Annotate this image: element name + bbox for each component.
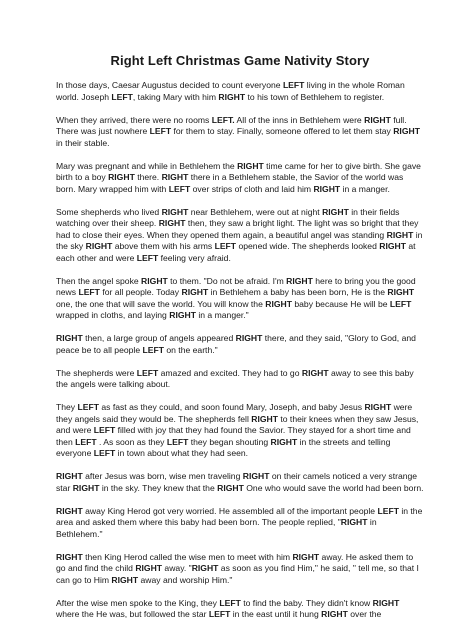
story-paragraph	[56, 471, 424, 494]
direction-word: RIGHT	[217, 482, 244, 493]
text-run: here to bring you the good news	[56, 275, 416, 297]
direction-word: RIGHT	[141, 275, 168, 286]
text-run: Mary was pregnant and while in Bethlehem the	[56, 160, 238, 171]
direction-word: RIGHT	[292, 551, 320, 562]
text-run: in the sky. They knew that the	[99, 482, 218, 493]
text-run: near Bethlehem, were out at night	[188, 206, 323, 217]
direction-word: RIGHT	[56, 551, 83, 562]
direction-word: RIGHT	[56, 505, 83, 516]
text-run: over strips of cloth and laid him	[190, 183, 314, 194]
direction-word: RIGHT	[364, 114, 391, 125]
direction-word: RIGHT	[161, 172, 189, 182]
direction-word: RIGHT	[191, 563, 219, 573]
text-run: to their knees when they saw Jesus, and were	[56, 413, 419, 435]
direction-word: LEFT	[136, 252, 159, 263]
direction-word: LEFT	[389, 298, 412, 309]
direction-word: RIGHT	[265, 298, 292, 309]
text-run: amazed and excited. They had to go	[158, 367, 302, 378]
text-run: in a manger."	[195, 310, 249, 320]
text-run: in the streets and telling everyone	[56, 436, 391, 458]
text-run: in the area and asked them where this baby had been born. The people replied, "	[56, 505, 423, 527]
story-paragraph	[56, 402, 424, 460]
text-run: on their camels noticed a very strange star	[56, 471, 418, 493]
text-run: One who would save the world had been born.	[243, 482, 424, 493]
text-run: When they arrived, there were no rooms	[56, 114, 212, 125]
story-paragraph	[56, 506, 424, 541]
text-run: there, and they said, "Glory to God, and peace be to all people	[56, 333, 416, 355]
text-run: where the He was, but followed the star	[56, 609, 209, 619]
direction-word: LEFT	[77, 402, 99, 412]
text-run: away King Herod got very worried. He assembled all of the important people	[82, 505, 378, 516]
text-run: then King Herod called the wise men to meet with him	[82, 551, 293, 562]
text-run: away. He asked them to go and find the child	[56, 551, 414, 573]
story-paragraph	[56, 276, 424, 322]
text-run: then, they saw a bright light. The light was so bright that they had to close their eyes. When they opened them again, a beautiful angel was standing	[56, 218, 419, 240]
text-run: to his town of Bethlehem to register.	[245, 91, 385, 102]
direction-word: RIGHT	[372, 597, 400, 608]
story-paragraph	[56, 80, 424, 103]
text-run: filled with joy that they had found the Savior. They stayed for a short time and then	[56, 425, 411, 447]
story-paragraph	[56, 207, 424, 265]
direction-word: LEFT	[282, 80, 305, 90]
text-run: as fast as they could, and soon found Mary, Joseph, and baby Jesus	[98, 402, 365, 412]
text-run: as soon as you find Him," he said, " tell me, so that I can go to Him	[56, 563, 419, 585]
text-run: wrapped in cloths, and laying	[56, 310, 170, 320]
direction-word: RIGHT	[161, 206, 189, 217]
direction-word: RIGHT	[56, 471, 83, 481]
text-run: they began shouting	[188, 436, 271, 447]
text-run: on the earth."	[163, 344, 218, 355]
direction-word: RIGHT	[386, 229, 414, 240]
document-title: Right Left Christmas Game Nativity Story	[110, 53, 370, 68]
text-run: for all people. Today	[99, 287, 182, 297]
text-run: time came for her to give birth. She gave birth to a boy	[56, 160, 421, 182]
text-run: were they angels said they would be. The shepherds fell	[56, 402, 413, 424]
text-run: . As soon as they	[96, 436, 167, 447]
direction-word: RIGHT	[169, 310, 196, 320]
text-run: Some shepherds who lived	[56, 206, 162, 217]
story-paragraph	[56, 115, 424, 150]
text-run: After the wise men spoke to the King, they	[56, 597, 220, 608]
text-run: for them to stay. Finally, someone offered to let them stay	[171, 126, 394, 136]
story-paragraph	[56, 552, 424, 587]
direction-word: RIGHT	[393, 126, 420, 136]
direction-word: RIGHT	[301, 367, 329, 378]
story-paragraph	[56, 598, 424, 621]
direction-word: LEFT	[149, 126, 172, 136]
text-run: in the sky	[56, 229, 423, 251]
text-run: in Bethlehem a baby has been born, He is the	[208, 287, 388, 297]
direction-word: LEFT	[75, 436, 97, 447]
direction-word: RIGHT	[158, 218, 186, 228]
direction-word: RIGHT	[364, 402, 392, 412]
text-run: in a manger.	[340, 183, 390, 194]
text-run: The shepherds were	[56, 367, 137, 378]
direction-word: RIGHT	[387, 287, 415, 297]
text-run: in the east until it hung	[230, 609, 322, 619]
direction-word: LEFT	[93, 425, 116, 435]
text-run: They	[56, 402, 78, 412]
text-run: after Jesus was born, wise men traveling	[82, 471, 243, 481]
direction-word: LEFT	[168, 183, 191, 194]
direction-word: LEFT	[78, 287, 100, 297]
text-run: at each other and were	[56, 241, 416, 263]
direction-word: LEFT	[377, 505, 399, 516]
direction-word: RIGHT	[72, 482, 100, 493]
direction-word: LEFT	[136, 367, 159, 378]
direction-word: LEFT	[208, 609, 231, 619]
direction-word: RIGHT	[85, 241, 113, 251]
text-run: to them. "Do not be afraid. I'm	[167, 275, 287, 286]
direction-word: RIGHT	[181, 287, 209, 297]
direction-word: LEFT.	[211, 114, 235, 125]
direction-word: RIGHT	[322, 206, 349, 217]
direction-word: RIGHT	[340, 517, 368, 527]
text-run: opened wide. The shepherds looked	[236, 241, 380, 251]
text-run: then, a large group of angels appeared	[82, 333, 236, 343]
direction-word: RIGHT	[270, 436, 298, 447]
text-run: living in the whole Roman world. Joseph	[56, 80, 405, 102]
text-run: one, the one that will save the world. You will know the	[56, 298, 266, 309]
text-run: feeling very afraid.	[158, 252, 231, 263]
direction-word: RIGHT	[135, 563, 163, 573]
direction-word: LEFT	[214, 241, 237, 251]
text-run: to find the baby. They didn't know	[240, 597, 373, 608]
direction-word: LEFT	[111, 91, 133, 102]
text-run: in their fields watching over their sheep.	[56, 206, 400, 228]
direction-word: RIGHT	[251, 413, 278, 424]
story-body	[56, 80, 424, 621]
text-run: in their stable.	[56, 137, 110, 148]
direction-word: LEFT	[166, 436, 189, 447]
text-run: away and worship Him."	[138, 574, 233, 585]
direction-word: RIGHT	[237, 160, 264, 171]
direction-word: LEFT	[219, 597, 241, 608]
direction-word: RIGHT	[379, 241, 406, 251]
direction-word: RIGHT	[242, 471, 270, 481]
text-run: above them with his arms	[112, 241, 215, 251]
text-run: , taking Mary with him	[132, 91, 219, 102]
text-run: there in a Bethlehem stable, the Savior of the world was born. Mary wrapped him with	[56, 172, 404, 194]
direction-word: RIGHT	[108, 172, 135, 182]
direction-word: RIGHT	[235, 333, 263, 343]
text-run: All of the inns in Bethlehem were	[234, 114, 365, 125]
story-paragraph	[56, 368, 424, 391]
direction-word: LEFT	[93, 448, 116, 458]
text-run: away. "	[162, 563, 192, 573]
direction-word: RIGHT	[286, 275, 313, 286]
text-run: baby because He will be	[291, 298, 390, 309]
text-run: in Bethlehem."	[56, 517, 377, 539]
direction-word: LEFT	[142, 344, 164, 355]
direction-word: RIGHT	[218, 91, 246, 102]
text-run: there.	[134, 172, 162, 182]
text-run: full. There was just nowhere	[56, 114, 407, 136]
text-run: in town about what they had seen.	[115, 448, 249, 458]
story-paragraph	[56, 333, 424, 356]
text-run: In those days, Caesar Augustus decided to count everyone	[56, 80, 283, 90]
direction-word: RIGHT	[56, 333, 83, 343]
text-run: over the	[347, 609, 382, 619]
direction-word: RIGHT	[111, 574, 139, 585]
direction-word: RIGHT	[321, 609, 348, 619]
text-run: Then the angel spoke	[56, 275, 142, 286]
direction-word: RIGHT	[313, 183, 341, 194]
text-run: away to see this baby the angels were talking about.	[56, 367, 414, 389]
story-paragraph	[56, 161, 424, 196]
